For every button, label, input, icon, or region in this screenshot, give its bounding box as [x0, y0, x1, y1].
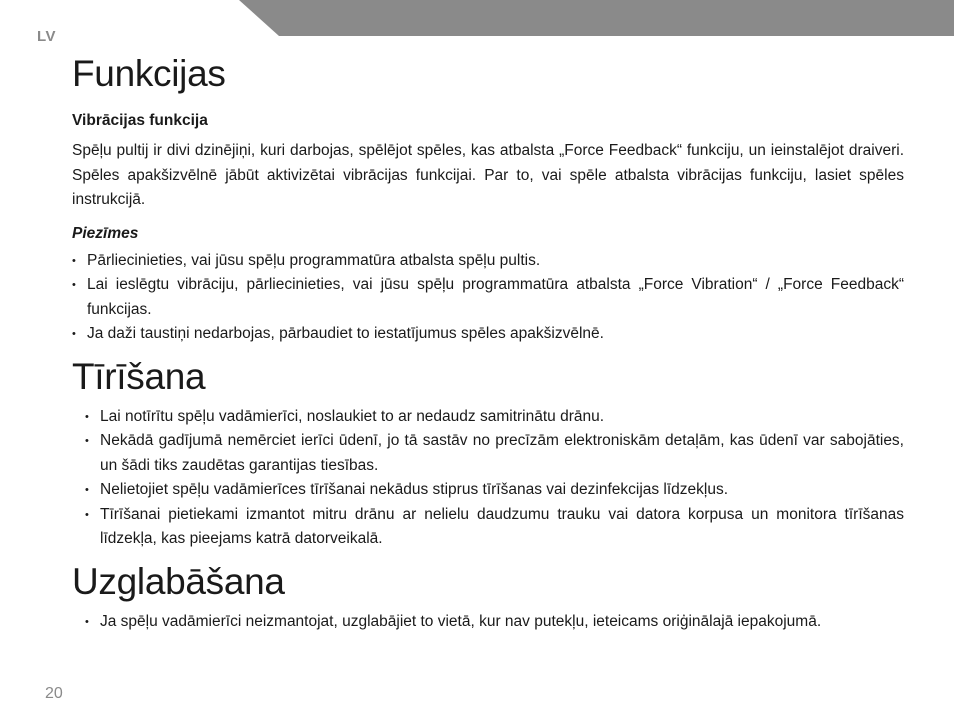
list-item: • Ja spēļu vadāmierīci neizmantojat, uzglabājiet to vietā, kur nav putekļu, ieteicams oriģinālajā iepakojumā.	[72, 610, 904, 635]
header-band	[239, 0, 954, 36]
language-code: LV	[37, 28, 57, 45]
list-item: • Nekādā gadījumā nemērciet ierīci ūdenī, jo tā sastāv no precīzām elektroniskām detaļām, kas ūdenī var sabojāties, un šādi tiks zaudētas garantijas tiesības.	[72, 429, 904, 478]
section-title-cleaning: Tīrīšana	[72, 355, 206, 397]
list-item: • Pārliecinieties, vai jūsu spēļu programmatūra atbalsta spēļu pultis.	[72, 249, 904, 274]
cleaning-list	[72, 405, 904, 552]
list-item: • Lai notīrītu spēļu vadāmierīci, noslaukiet to ar nedaudz samitrinātu drānu.	[72, 405, 904, 430]
list-item: • Tīrīšanai pietiekami izmantot mitru drānu ar nelielu daudzumu trauku vai datora korpusa un monitora tīrīšanas līdzekļa, kas pieejams katrā datorveikalā.	[72, 503, 904, 552]
subheading-vibration: Vibrācijas funkcija	[72, 112, 208, 129]
notes-list	[72, 249, 904, 347]
section-title-functions: Funkcijas	[72, 53, 226, 94]
list-item: • Lai ieslēgtu vibrāciju, pārliecinieties, vai jūsu spēļu programmatūra atbalsta „Force Vibration“ / „Force Feedback“ funkcijas.	[72, 273, 904, 322]
notes-heading: Piezīmes	[72, 224, 139, 242]
storage-list	[72, 610, 904, 635]
list-item: • Ja daži taustiņi nedarbojas, pārbaudiet to iestatījumus spēles apakšizvēlnē.	[72, 322, 904, 347]
page-content	[72, 50, 904, 634]
section-title-storage: Uzglabāšana	[72, 560, 285, 602]
page-number: 20	[45, 685, 63, 702]
list-item: • Nelietojiet spēļu vadāmierīces tīrīšanai nekādus stiprus tīrīšanas vai dezinfekcijas līdzekļus.	[72, 478, 904, 503]
vibration-paragraph: Spēļu pultij ir divi dzinējiņi, kuri darbojas, spēlējot spēles, kas atbalsta „Force Feedback“ funkciju, un ieinstalējot draiveri. Spēles apakšizvēlnē jābūt aktivizētai vibrācijas funkcijai. Par to, vai spēle atbalsta vibrācijas funkciju, lasiet spēles instrukcijā.	[72, 142, 904, 208]
